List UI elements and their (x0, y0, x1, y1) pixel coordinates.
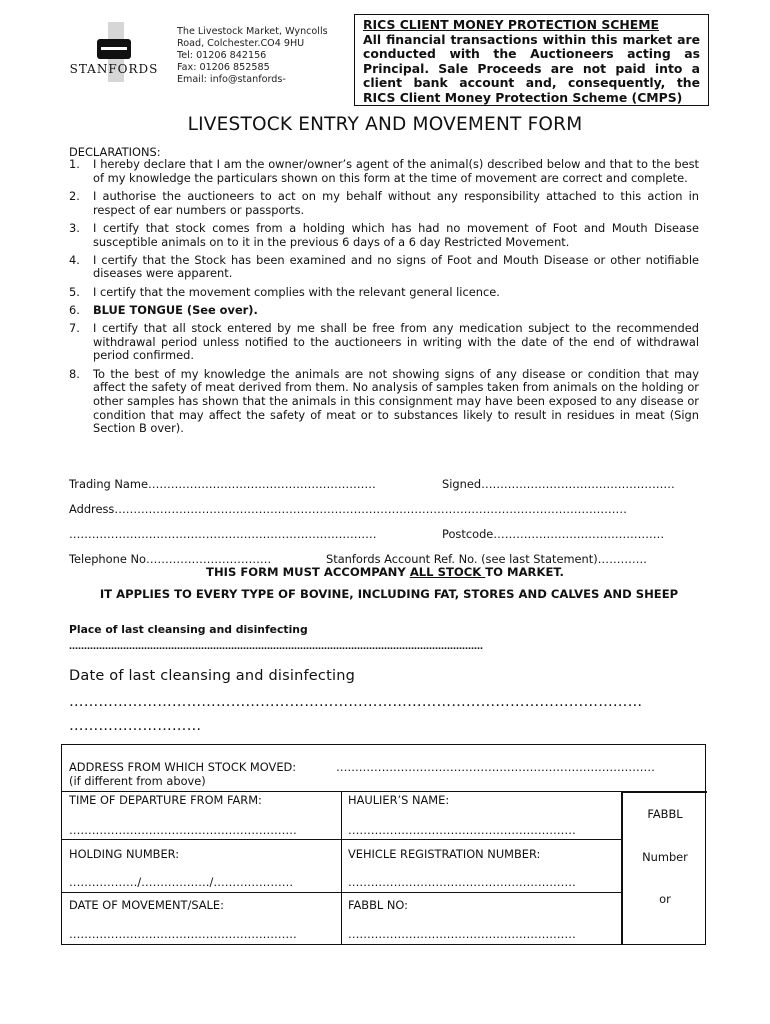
declaration-text: I certify that stock comes from a holding which has had no movement of Foot and Mouth Disease susceptible animals on to it in the previous 6 days of a 6 day Restricted Movement. (93, 220, 699, 249)
row-divider (62, 892, 621, 893)
date-movement-label: DATE OF MOVEMENT/SALE: (69, 898, 224, 912)
date-cleansing-label: Date of last cleansing and disinfecting (69, 668, 355, 684)
logo-text: STANFORDS (69, 62, 159, 76)
holding-number-label: HOLDING NUMBER: (69, 847, 180, 861)
declaration-num: 4. (69, 252, 80, 267)
signed-field[interactable]: Signed…………………………………………… (442, 477, 675, 491)
declaration-num: 8. (69, 366, 80, 381)
address-line: Fax: 01206 852585 (177, 62, 270, 73)
fabbl-no-field[interactable]: …………………………………………………… (348, 927, 576, 941)
accompany-underlined: ALL STOCK (409, 565, 486, 579)
accompany-notice (40, 566, 730, 579)
fabbl-side-box (621, 791, 707, 945)
logo-card-icon (97, 39, 131, 59)
movement-table (61, 744, 706, 945)
place-cleansing-label: Place of last cleansing and disinfecting (69, 623, 308, 636)
declarations-list (69, 158, 699, 441)
date-cleansing-dots-2[interactable]: ……………………… (69, 718, 202, 734)
rics-notice-box (354, 14, 709, 106)
date-cleansing-dots-1[interactable]: ……………………………………………………………………………………………………… (69, 694, 643, 710)
market-address (177, 26, 328, 86)
time-departure-field[interactable]: …………………………………………………… (69, 823, 297, 837)
fabbl-no-label: FABBL NO: (348, 898, 409, 912)
time-departure-label: TIME OF DEPARTURE FROM FARM: (69, 793, 262, 807)
fabbl-number-label: Number (642, 850, 688, 864)
applies-notice: IT APPLIES TO EVERY TYPE OF BOVINE, INCLUDING FAT, STORES AND CALVES AND SHEEP (99, 587, 679, 601)
address-line: Email: info@stanfords- (177, 74, 286, 85)
declaration-text: I certify that the Stock has been examined and no signs of Foot and Mouth Disease or other notifiable diseases were apparent. (93, 252, 699, 281)
trading-name-field[interactable]: Trading Name…………………………………………………… (69, 477, 376, 491)
declaration-text: I certify that the movement complies with the relevant general licence. (93, 284, 500, 299)
declaration-item (69, 190, 699, 217)
declaration-item (69, 322, 699, 363)
address-line: Road, Colchester.CO4 9HU (177, 38, 305, 49)
form-title: LIVESTOCK ENTRY AND MOVEMENT FORM (187, 114, 583, 135)
accompany-post: TO MARKET. (485, 565, 564, 579)
rics-title: RICS CLIENT MONEY PROTECTION SCHEME (363, 17, 659, 32)
address-line2-field[interactable]: ……………………………………………………………………… (69, 527, 377, 541)
place-cleansing-dots[interactable]: ………………………………………………………………………………………………………………………… (69, 642, 483, 652)
haulier-name-label: HAULIER’S NAME: (348, 793, 450, 807)
declaration-num: 2. (69, 188, 80, 203)
declaration-text: To the best of my knowledge the animals are not showing signs of any disease or condition that may affect the safety of meat derived from them. No analysis of samples taken from animals on the holding or other samples has shown that the animals in this consignment may have been exposed to any disease or condition that may affect the safety of meat or to substances likely to result in residues in meat (Sign Section B over). (93, 366, 699, 436)
account-ref-field[interactable]: Stanfords Account Ref. No. (see last Statement)…………. (326, 552, 647, 566)
address-field[interactable]: Address……………………………………………………………………………………………………………………… (69, 502, 627, 516)
declaration-text: I authorise the auctioneers to act on my behalf without any responsibility attached to this action in respect of ear numbers or passports. (93, 188, 699, 217)
declaration-num: 5. (69, 284, 80, 299)
column-divider (341, 791, 342, 945)
row-divider (62, 839, 621, 840)
declaration-item (69, 304, 699, 318)
holding-number-field[interactable]: ………………/………………/………………… (69, 875, 294, 889)
address-moved-field[interactable]: ………………………………………………………………………… (336, 760, 655, 774)
declaration-item (69, 368, 699, 437)
declaration-num: 1. (69, 157, 80, 171)
address-line: The Livestock Market, Wyncolls (177, 26, 328, 37)
address-line: Tel: 01206 842156 (177, 50, 267, 61)
haulier-name-field[interactable]: …………………………………………………… (348, 823, 576, 837)
declaration-text: BLUE TONGUE (See over). (93, 302, 258, 317)
declaration-item (69, 222, 699, 249)
declarations-heading: DECLARATIONS: (69, 145, 161, 159)
fabbl-or-label: or (659, 892, 671, 906)
date-movement-field[interactable]: …………………………………………………… (69, 927, 297, 941)
declaration-item (69, 158, 699, 185)
postcode-field[interactable]: Postcode……………………………………… (442, 527, 665, 541)
declaration-text: I certify that all stock entered by me shall be free from any medication subject to the recommended withdrawal period unless notified to the auctioneers in writing with the date of the end of withdrawal period confirmed. (93, 321, 699, 363)
declaration-item (69, 286, 699, 300)
declaration-num: 7. (69, 321, 80, 336)
rics-body: All financial transactions within this market are conducted with the Auctioneers acting as Principal. Sale Proceeds are not paid into a client bank account and, consequently, the RICS Client Money Protection Scheme (CMPS) (363, 31, 700, 105)
vehicle-reg-field[interactable]: …………………………………………………… (348, 875, 576, 889)
if-different-label: (if different from above) (69, 774, 206, 788)
stanfords-logo (66, 22, 162, 82)
vehicle-reg-label: VEHICLE REGISTRATION NUMBER: (348, 847, 541, 861)
declaration-item (69, 254, 699, 281)
telephone-field[interactable]: Telephone No…………………………… (69, 552, 272, 566)
address-moved-label: ADDRESS FROM WHICH STOCK MOVED: (69, 760, 297, 774)
declaration-num: 3. (69, 220, 80, 235)
accompany-pre: THIS FORM MUST ACCOMPANY (206, 565, 410, 579)
declaration-num: 6. (69, 302, 80, 317)
fabbl-label: FABBL (647, 807, 683, 821)
declaration-text: I hereby declare that I am the owner/owner’s agent of the animal(s) described below and that to the best of my knowledge the particulars shown on this form at the time of movement are correct and complete. (93, 157, 699, 185)
